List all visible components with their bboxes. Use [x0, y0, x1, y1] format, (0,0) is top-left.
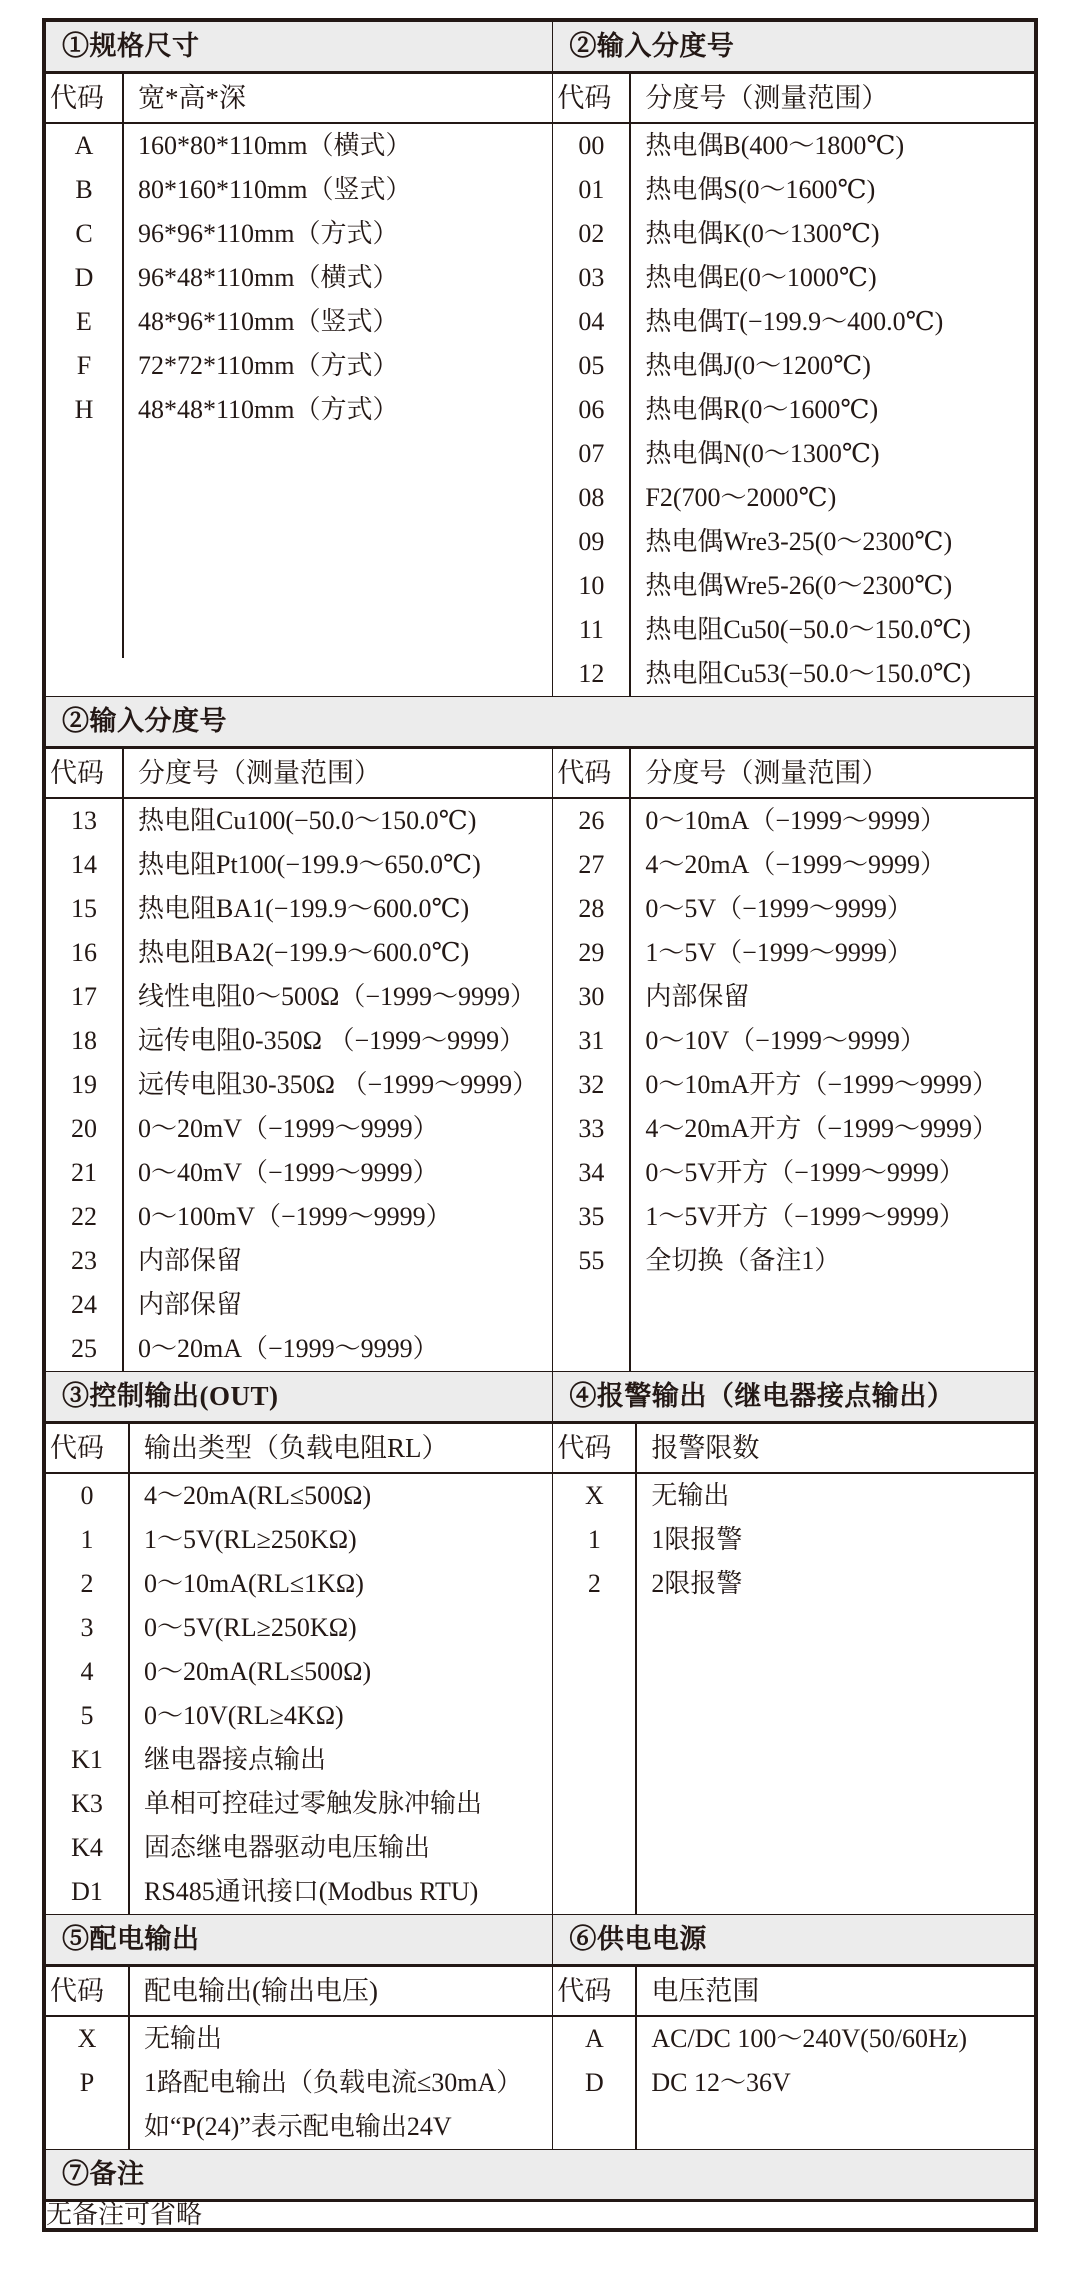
row-code: X	[46, 2016, 129, 2061]
column-header-code: 代码	[553, 1424, 636, 1473]
row-code: K1	[46, 1738, 129, 1782]
column-header-desc: 电压范围	[636, 1967, 1034, 2016]
filler-code	[553, 1606, 636, 1914]
section-banner-1: ①规格尺寸	[44, 20, 553, 73]
section-banner-6: ⑥供电电源	[553, 1915, 1036, 1966]
table-row	[553, 256, 1034, 300]
row-desc: 80*160*110mm（竖式）	[138, 175, 412, 204]
table-row	[553, 1473, 1034, 1518]
table-row	[553, 608, 1034, 652]
filler-row	[553, 1606, 1034, 1914]
table-row	[46, 256, 552, 300]
section-3-table	[46, 1424, 552, 1914]
row-code: 29	[553, 931, 630, 975]
table-header-row	[553, 1424, 1034, 1473]
column-header-code: 代码	[46, 749, 123, 798]
row-desc: 无输出	[651, 1481, 730, 1510]
row-desc: 0～20mA(RL≤500Ω)	[144, 1657, 372, 1686]
row-code: 25	[46, 1327, 123, 1371]
row-code: 28	[553, 887, 630, 931]
row-code: 3	[46, 1606, 129, 1650]
row-desc: 内部保留	[645, 982, 750, 1011]
row-desc: 4～20mA(RL≤500Ω)	[144, 1481, 372, 1510]
section-5-table	[46, 1967, 552, 2149]
row-desc: 0～100mV（−1999～9999）	[138, 1202, 452, 1231]
row-desc: 继电器接点输出	[144, 1745, 327, 1774]
row-desc: 远传电阻30-350Ω （−1999～9999）	[138, 1070, 539, 1099]
row-desc: 48*48*110mm（方式）	[138, 395, 399, 424]
row-code: K4	[46, 1826, 129, 1870]
row-code: 2	[553, 1562, 636, 1606]
section-banner-3: ③控制输出(OUT)	[44, 1372, 553, 1423]
table-row	[46, 1694, 552, 1738]
row-code: A	[46, 123, 123, 168]
table-row	[46, 168, 552, 212]
section-banner-5: ⑤配电输出	[44, 1915, 553, 1966]
row-code: 20	[46, 1107, 123, 1151]
row-code: 02	[553, 212, 630, 256]
row-desc: 0～5V开方（−1999～9999）	[645, 1158, 965, 1187]
table-header-row	[46, 74, 552, 123]
table-row	[553, 212, 1034, 256]
row-code: 11	[553, 608, 630, 652]
row-desc: F2(700～2000℃)	[645, 483, 837, 512]
row-code: H	[46, 388, 123, 432]
row-code: K3	[46, 1782, 129, 1826]
table-header-row	[553, 74, 1034, 123]
table-row-continuation	[46, 2105, 552, 2149]
table-row	[46, 1327, 552, 1371]
row-desc: 热电偶J(0～1200℃)	[645, 351, 871, 380]
row-code: 1	[553, 1518, 636, 1562]
table-row	[46, 1518, 552, 1562]
column-header-desc: 分度号（测量范围）	[630, 749, 1034, 798]
row-code: 5	[46, 1694, 129, 1738]
row-code: 17	[46, 975, 123, 1019]
table-row	[553, 2061, 1034, 2105]
row-desc: 热电偶S(0～1600℃)	[645, 175, 876, 204]
row-desc: 0～10V（−1999～9999）	[645, 1026, 926, 1055]
filler-code	[553, 1283, 630, 1371]
remark-text: 无备注可省略	[44, 2201, 1036, 2231]
table-row	[46, 931, 552, 975]
row-desc: 0～40mV（−1999～9999）	[138, 1158, 439, 1187]
row-desc: 热电偶K(0～1300℃)	[645, 219, 880, 248]
column-header-desc: 配电输出(输出电压)	[129, 1967, 552, 2016]
row-desc-continuation: 如“P(24)”表示配电输出24V	[144, 2112, 452, 2141]
row-desc: 无输出	[144, 2024, 223, 2053]
row-desc: 热电阻Cu53(−50.0～150.0℃)	[645, 659, 971, 688]
table-row	[553, 887, 1034, 931]
banner-row-4	[44, 1915, 1036, 1966]
row-code: 04	[553, 300, 630, 344]
row-code: 33	[553, 1107, 630, 1151]
table-row	[553, 432, 1034, 476]
table-row	[46, 212, 552, 256]
row-desc: 内部保留	[138, 1290, 243, 1319]
product-selection-table	[42, 18, 1038, 2232]
row-code: 06	[553, 388, 630, 432]
section-pane-2a	[553, 73, 1036, 697]
row-desc: 热电阻Cu100(−50.0～150.0℃)	[138, 806, 477, 835]
table-row	[553, 388, 1034, 432]
row-code: 07	[553, 432, 630, 476]
row-desc: 热电阻BA1(−199.9～600.0℃)	[138, 894, 470, 923]
table-row	[553, 1063, 1034, 1107]
section-banner-4: ④报警输出（继电器接点输出）	[553, 1372, 1036, 1423]
section-pane-5	[44, 1966, 553, 2150]
table-row	[553, 931, 1034, 975]
table-row	[553, 1195, 1034, 1239]
section-banner-7: ⑦备注	[44, 2150, 1036, 2201]
section-pane-3	[44, 1423, 553, 1915]
table-header-row	[46, 1424, 552, 1473]
table-row	[46, 1562, 552, 1606]
row-desc: 0～20mA（−1999～9999）	[138, 1334, 439, 1363]
row-desc: 热电偶Wre5-26(0～2300℃)	[645, 571, 953, 600]
row-code: 00	[553, 123, 630, 168]
column-header-desc: 分度号（测量范围）	[630, 74, 1034, 123]
table-row	[46, 1151, 552, 1195]
row-desc: 160*80*110mm（横式）	[138, 131, 412, 160]
banner-row-5	[44, 2150, 1036, 2201]
row-code: 22	[46, 1195, 123, 1239]
filler-desc	[630, 1283, 1034, 1371]
table-row	[46, 300, 552, 344]
row-desc: 96*48*110mm（横式）	[138, 263, 399, 292]
row-code: 55	[553, 1239, 630, 1283]
row-code: 23	[46, 1239, 123, 1283]
row-desc: DC 12～36V	[651, 2068, 791, 2097]
row-code: E	[46, 300, 123, 344]
row-code: 30	[553, 975, 630, 1019]
table-row	[553, 1107, 1034, 1151]
filler-row	[553, 1283, 1034, 1371]
filler-code	[553, 2105, 636, 2149]
table-row	[46, 123, 552, 168]
filler-desc	[636, 2105, 1034, 2149]
row-code: F	[46, 344, 123, 388]
table-row	[553, 123, 1034, 168]
row-code: 16	[46, 931, 123, 975]
row-desc: RS485通讯接口(Modbus RTU)	[144, 1877, 479, 1906]
row-desc: 热电阻Pt100(−199.9～650.0℃)	[138, 850, 481, 879]
row-code: 09	[553, 520, 630, 564]
column-header-desc: 输出类型（负载电阻RL）	[129, 1424, 552, 1473]
row-desc: 0～10mA开方（−1999～9999）	[645, 1070, 999, 1099]
banner-row-1	[44, 20, 1036, 73]
table-row	[553, 652, 1034, 696]
table-row	[46, 388, 552, 432]
column-header-code: 代码	[553, 1967, 636, 2016]
table-header-row	[46, 749, 552, 798]
row-desc: 内部保留	[138, 1246, 243, 1275]
row-code: 15	[46, 887, 123, 931]
row-code-empty	[46, 2105, 129, 2149]
row-code: 18	[46, 1019, 123, 1063]
row-desc: 热电偶E(0～1000℃)	[645, 263, 877, 292]
table-header-row	[46, 1967, 552, 2016]
section-pane-6	[553, 1966, 1036, 2150]
table-row	[553, 2016, 1034, 2061]
table-row	[553, 1562, 1034, 1606]
table-row	[46, 1782, 552, 1826]
row-code: 05	[553, 344, 630, 388]
content-row-5	[44, 2201, 1036, 2231]
row-code: D	[553, 2061, 636, 2105]
table-row	[553, 1239, 1034, 1283]
row-code: 31	[553, 1019, 630, 1063]
column-header-code: 代码	[46, 1424, 129, 1473]
row-code: 34	[553, 1151, 630, 1195]
table-row	[46, 887, 552, 931]
row-desc: 1～5V(RL≥250KΩ)	[144, 1525, 357, 1554]
row-desc: 1限报警	[651, 1525, 743, 1554]
row-desc: 1～5V（−1999～9999）	[645, 938, 913, 967]
table-row	[46, 1870, 552, 1914]
row-desc: 固态继电器驱动电压输出	[144, 1833, 431, 1862]
row-desc: 48*96*110mm（竖式）	[138, 307, 399, 336]
table-row	[553, 843, 1034, 887]
column-header-desc: 分度号（测量范围）	[123, 749, 552, 798]
row-code: C	[46, 212, 123, 256]
row-desc: 0～10mA(RL≤1KΩ)	[144, 1569, 364, 1598]
column-header-code: 代码	[46, 1967, 129, 2016]
content-row-1	[44, 73, 1036, 697]
filler-row	[553, 2105, 1034, 2149]
table-row	[553, 476, 1034, 520]
row-desc: 4～20mA（−1999～9999）	[645, 850, 947, 879]
section-2a-table	[553, 74, 1034, 696]
content-row-2	[44, 748, 1036, 1372]
row-code: 35	[553, 1195, 630, 1239]
row-code: 12	[553, 652, 630, 696]
table-header-row	[553, 749, 1034, 798]
table-header-row	[553, 1967, 1034, 2016]
section-4-table	[553, 1424, 1034, 1914]
row-desc: 线性电阻0～500Ω（−1999～9999）	[138, 982, 536, 1011]
section-pane-2b-left	[44, 748, 553, 1372]
filler-desc	[123, 432, 552, 658]
table-row	[46, 1107, 552, 1151]
row-code: 03	[553, 256, 630, 300]
filler-desc	[636, 1606, 1034, 1914]
row-code: 13	[46, 798, 123, 843]
table-row	[46, 1019, 552, 1063]
row-code: D1	[46, 1870, 129, 1914]
row-desc: 1路配电输出（负载电流≤30mA）	[144, 2068, 523, 2097]
table-row	[553, 1019, 1034, 1063]
row-desc: 0～20mV（−1999～9999）	[138, 1114, 439, 1143]
table-row	[46, 1239, 552, 1283]
table-row	[553, 975, 1034, 1019]
row-code: 01	[553, 168, 630, 212]
table-row	[553, 300, 1034, 344]
banner-row-3	[44, 1372, 1036, 1423]
row-desc: 热电偶T(−199.9～400.0℃)	[645, 307, 944, 336]
table-row	[46, 798, 552, 843]
section-6-table	[553, 1967, 1034, 2149]
row-desc: 热电阻BA2(−199.9～600.0℃)	[138, 938, 470, 967]
table-row	[553, 564, 1034, 608]
table-row	[46, 1283, 552, 1327]
section-2b-right-table	[553, 749, 1034, 1371]
table-row	[46, 344, 552, 388]
row-desc: AC/DC 100～240V(50/60Hz)	[651, 2024, 967, 2053]
row-desc: 热电偶R(0～1600℃)	[645, 395, 879, 424]
row-desc: 热电偶N(0～1300℃)	[645, 439, 880, 468]
section-pane-1	[44, 73, 553, 697]
banner-row-2	[44, 697, 1036, 748]
row-code: 2	[46, 1562, 129, 1606]
table-row	[553, 520, 1034, 564]
table-row	[553, 1151, 1034, 1195]
table-row	[553, 1518, 1034, 1562]
table-row	[553, 344, 1034, 388]
section-banner-2b: ②输入分度号	[44, 697, 1036, 748]
row-code: 27	[553, 843, 630, 887]
row-code: 08	[553, 476, 630, 520]
row-code: 21	[46, 1151, 123, 1195]
table-row	[46, 1473, 552, 1518]
table-row	[46, 975, 552, 1019]
column-header-desc: 报警限数	[636, 1424, 1034, 1473]
table-row	[553, 168, 1034, 212]
table-row	[46, 1063, 552, 1107]
table-row	[46, 1606, 552, 1650]
row-desc: 96*96*110mm（方式）	[138, 219, 399, 248]
row-code: 19	[46, 1063, 123, 1107]
row-desc: 4～20mA开方（−1999～9999）	[645, 1114, 999, 1143]
section-pane-4	[553, 1423, 1036, 1915]
row-code: 32	[553, 1063, 630, 1107]
row-code: A	[553, 2016, 636, 2061]
row-code: B	[46, 168, 123, 212]
table-row	[46, 2016, 552, 2061]
row-code: D	[46, 256, 123, 300]
section-banner-2a: ②输入分度号	[553, 20, 1036, 73]
content-row-3	[44, 1423, 1036, 1915]
column-header-code: 代码	[553, 74, 630, 123]
section-2b-left-table	[46, 749, 552, 1371]
filler-code	[46, 432, 123, 658]
column-header-code: 代码	[46, 74, 123, 123]
table-row	[46, 1195, 552, 1239]
row-desc: 0～5V（−1999～9999）	[645, 894, 913, 923]
row-code: 24	[46, 1283, 123, 1327]
section-pane-2b-right	[553, 748, 1036, 1372]
section-1-table	[46, 74, 552, 658]
row-code: X	[553, 1473, 636, 1518]
table-row	[46, 1650, 552, 1694]
table-row	[46, 843, 552, 887]
row-desc: 2限报警	[651, 1569, 743, 1598]
row-code: 10	[553, 564, 630, 608]
row-desc: 0～10mA（−1999～9999）	[645, 806, 947, 835]
table-row	[553, 798, 1034, 843]
row-desc: 0～5V(RL≥250KΩ)	[144, 1613, 357, 1642]
row-desc: 全切换（备注1）	[645, 1246, 841, 1275]
table-row	[46, 2061, 552, 2105]
row-desc: 0～10V(RL≥4KΩ)	[144, 1701, 344, 1730]
row-desc: 单相可控硅过零触发脉冲输出	[144, 1789, 483, 1818]
table-row	[46, 1826, 552, 1870]
row-desc: 远传电阻0-350Ω （−1999～9999）	[138, 1026, 526, 1055]
row-desc: 热电偶B(400～1800℃)	[645, 131, 905, 160]
row-code: 14	[46, 843, 123, 887]
row-code: 4	[46, 1650, 129, 1694]
content-row-4	[44, 1966, 1036, 2150]
row-code: P	[46, 2061, 129, 2105]
column-header-desc: 宽*高*深	[123, 74, 552, 123]
row-desc: 72*72*110mm（方式）	[138, 351, 399, 380]
row-code: 26	[553, 798, 630, 843]
row-code: 0	[46, 1473, 129, 1518]
table-row	[46, 1738, 552, 1782]
column-header-code: 代码	[553, 749, 630, 798]
row-desc: 热电偶Wre3-25(0～2300℃)	[645, 527, 953, 556]
row-desc: 热电阻Cu50(−50.0～150.0℃)	[645, 615, 971, 644]
filler-row	[46, 432, 552, 658]
row-desc: 1～5V开方（−1999～9999）	[645, 1202, 965, 1231]
row-code: 1	[46, 1518, 129, 1562]
